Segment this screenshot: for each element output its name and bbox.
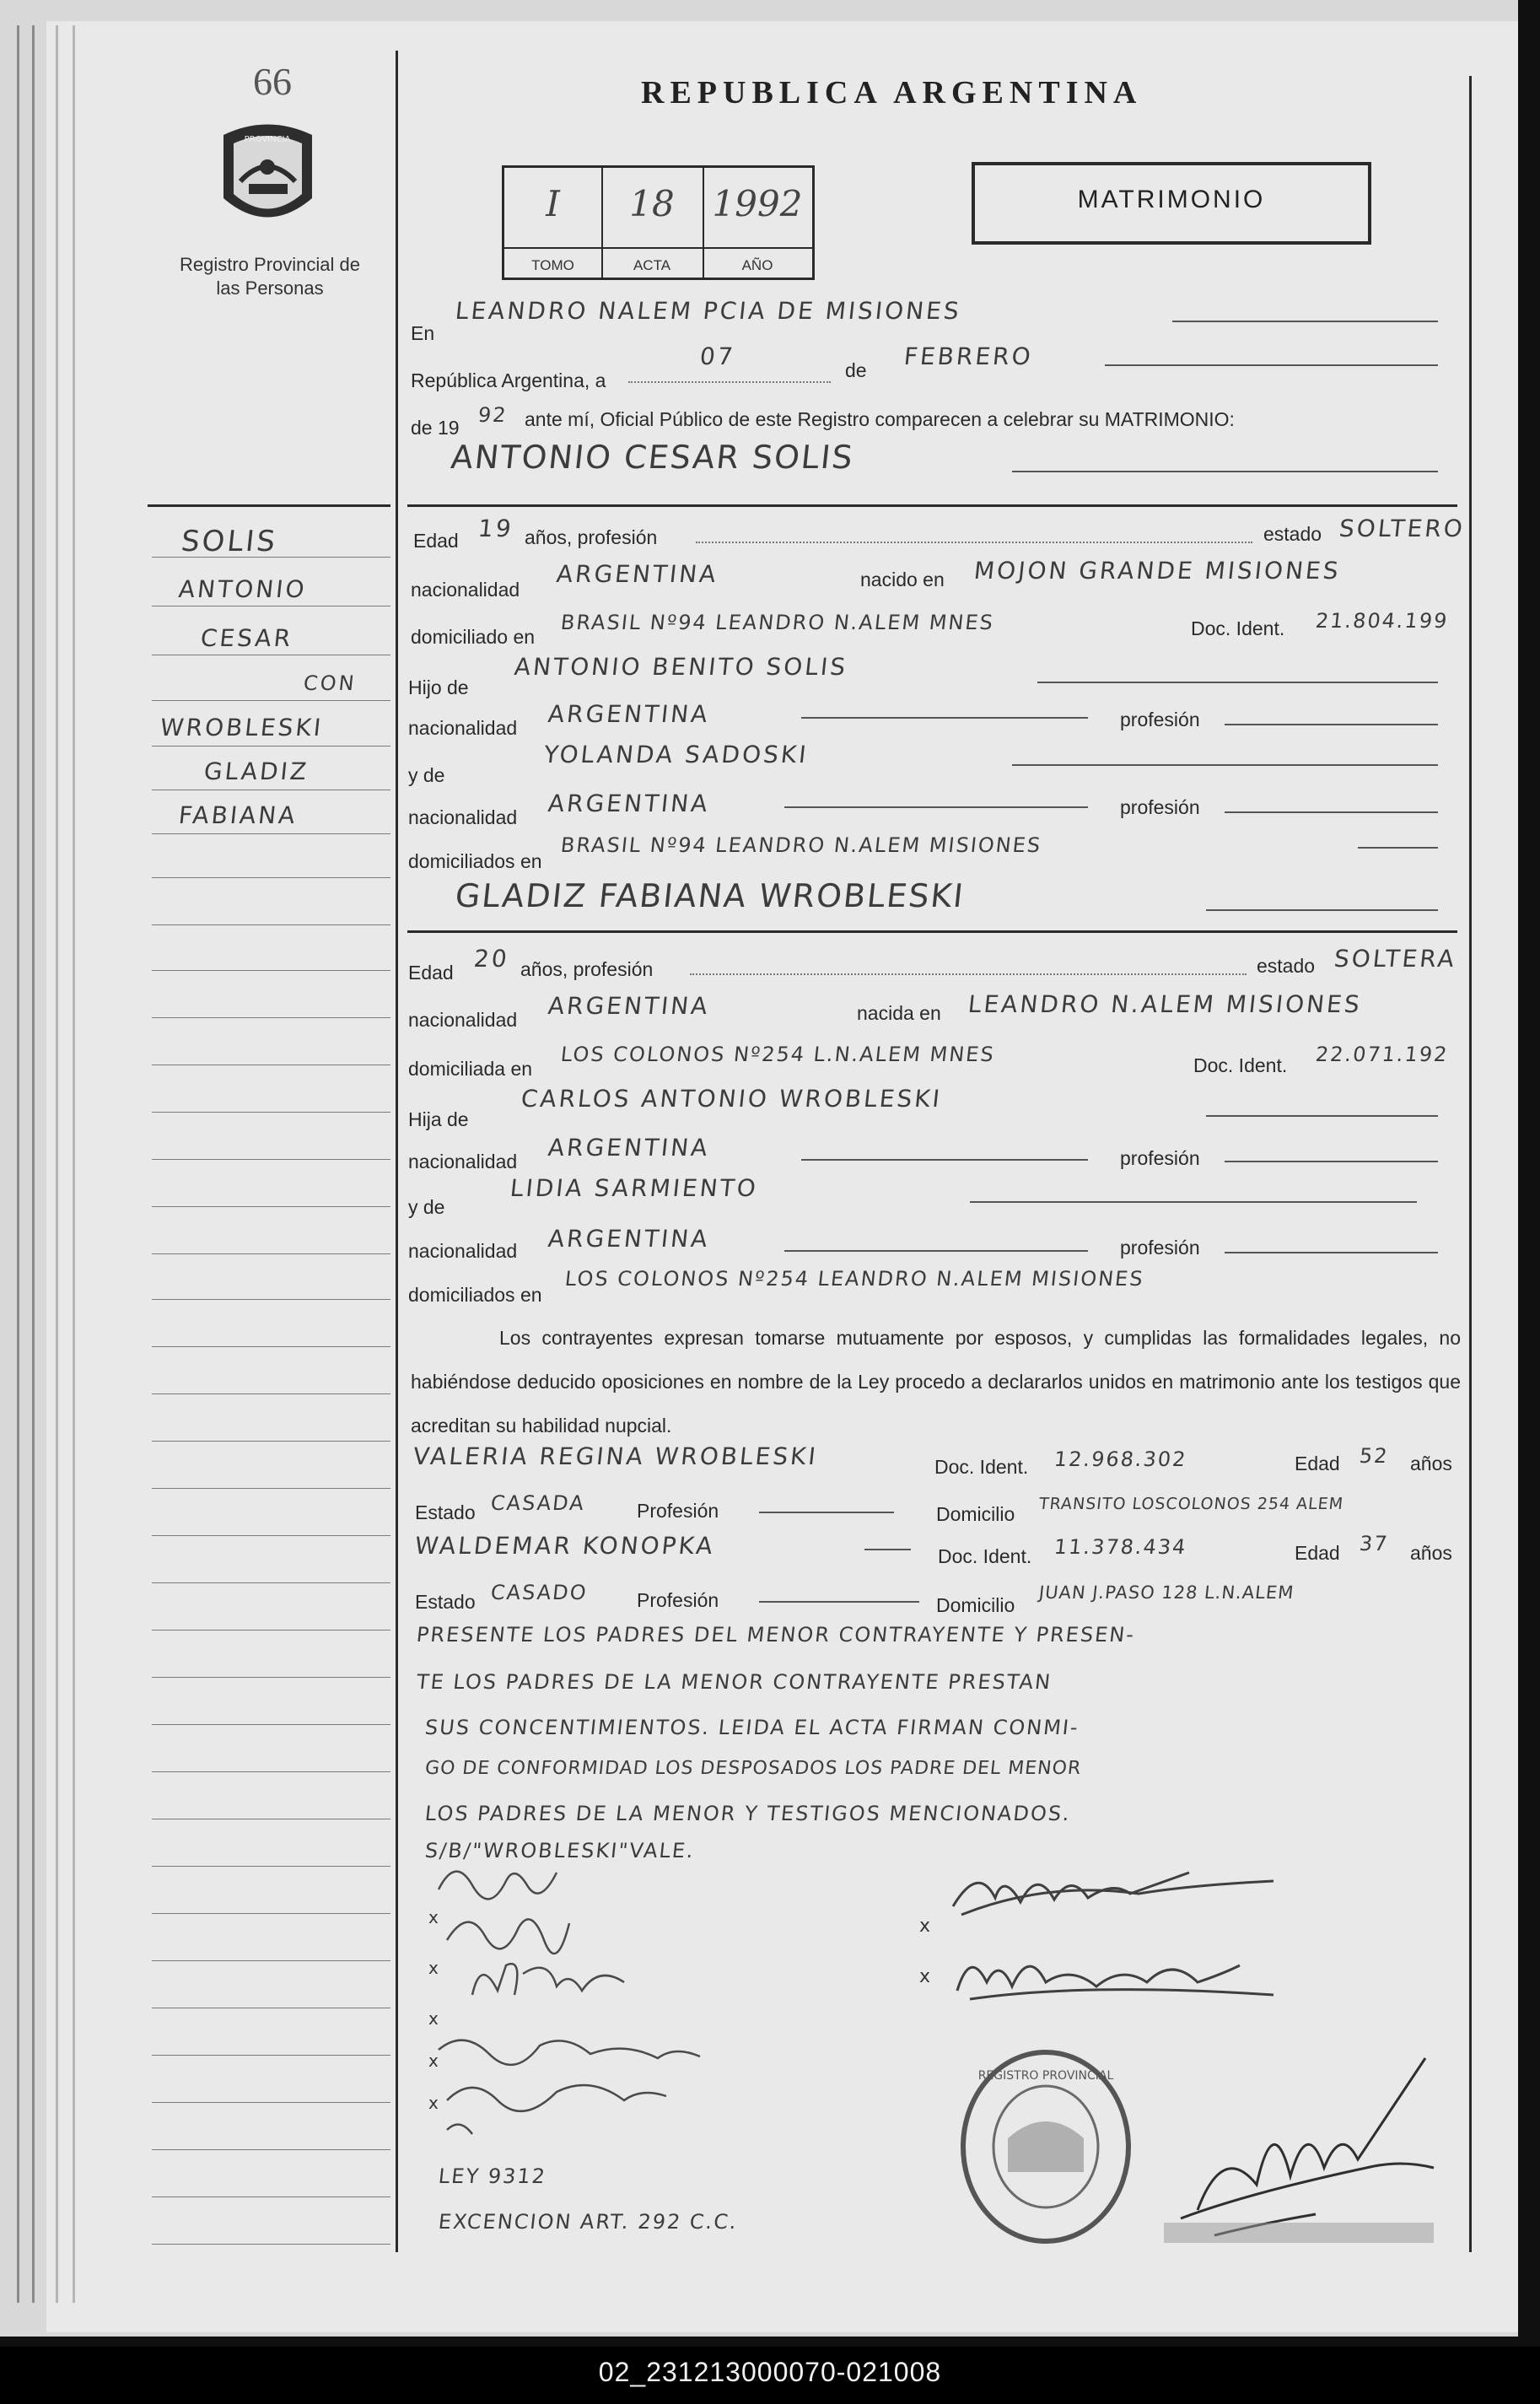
bride-estado-label: estado	[1257, 955, 1316, 977]
note-line-2: TE LOS PADRES DE LA MENOR CONTRAYENTE PRESTAN	[415, 1670, 1053, 1694]
bride-age: 20	[472, 945, 511, 973]
bride-nacionalidad-label: nacionalidad	[408, 1009, 518, 1031]
note-line-6: S/B/"WROBLESKI"VALE.	[423, 1839, 697, 1862]
bride-domiciliada-label: domiciliada en	[408, 1058, 533, 1080]
bride-yde-label: y de	[408, 1196, 445, 1218]
country-title: REPUBLICA ARGENTINA	[641, 75, 1143, 110]
witness-1-status: CASADA	[489, 1491, 587, 1515]
svg-text:PROVINCIA: PROVINCIA	[244, 135, 291, 144]
svg-text:x: x	[428, 1958, 439, 1978]
margin-rule	[152, 1488, 390, 1489]
svg-text:x: x	[428, 2008, 439, 2029]
intro-clause: ante mí, Oficial Público de este Registro comparecen a celebrar su MATRIMONIO:	[525, 408, 1235, 430]
left-column-rule	[396, 51, 398, 2252]
record-type: MATRIMONIO	[1077, 186, 1266, 213]
groom-nacido-label: nacido en	[860, 569, 945, 590]
witness-2-doc: 11.378.434	[1053, 1535, 1188, 1559]
bride-parents-address: LOS COLONOS Nº254 LEANDRO N.ALEM MISIONES	[563, 1267, 1146, 1291]
bride-status: SOLTERA	[1333, 945, 1458, 973]
fill-line	[1225, 811, 1438, 813]
margin-rule	[152, 1677, 390, 1678]
groom-age: 19	[477, 515, 515, 542]
groom-address: BRASIL Nº94 LEANDRO N.ALEM MNES	[559, 611, 996, 634]
page-edge-line	[32, 25, 35, 2303]
fill-line	[1225, 724, 1438, 725]
groom-hijo-label: Hijo de	[408, 676, 469, 698]
margin-rule	[152, 700, 390, 701]
year-prefix: de 19	[411, 417, 460, 439]
note-line-5: LOS PADRES DE LA MENOR Y TESTIGOS MENCIONADOS.	[423, 1802, 1073, 1825]
tomo-value: I	[546, 183, 560, 224]
margin-rule	[152, 1771, 390, 1772]
right-column-rule	[1469, 76, 1472, 2252]
witness-2-edad-label: Edad	[1295, 1542, 1340, 1564]
groom-doc-label: Doc. Ident.	[1191, 617, 1285, 639]
witness-1-doc-label: Doc. Ident.	[934, 1456, 1029, 1478]
fill-line	[759, 1512, 894, 1513]
bride-mother-nationality: ARGENTINA	[547, 1225, 712, 1253]
witness-2-name: WALDEMAR KONOPKA	[413, 1532, 717, 1560]
groom-father-nac-label: nacionalidad	[408, 717, 518, 739]
margin-line-6: GLADIZ	[202, 757, 310, 785]
margin-line-7: FABIANA	[177, 801, 299, 829]
fill-line	[784, 806, 1088, 808]
bride-address: LOS COLONOS Nº254 L.N.ALEM MNES	[559, 1043, 997, 1066]
fill-line	[1037, 682, 1438, 683]
bride-parents-dom-label: domiciliados en	[408, 1284, 542, 1306]
margin-rule	[152, 1112, 390, 1113]
page-number: 66	[253, 60, 292, 103]
groom-father-nationality: ARGENTINA	[547, 700, 712, 728]
fill-line	[864, 1549, 911, 1550]
margin-rule	[152, 1866, 390, 1867]
witness-1-age: 52	[1358, 1444, 1391, 1468]
witness-1-name: VALERIA REGINA WROBLESKI	[412, 1442, 820, 1470]
svg-text:x: x	[428, 2051, 439, 2071]
witness-2-profesion-label: Profesión	[637, 1589, 719, 1611]
fill-line	[801, 717, 1088, 719]
ano-label: AÑO	[741, 257, 773, 273]
document-code: 02_231213000070-021008	[598, 2357, 942, 2387]
svg-text:x: x	[428, 2093, 439, 2113]
groom-status: SOLTERO	[1338, 515, 1467, 542]
ano-value: 1992	[712, 183, 803, 224]
marriage-day: 07	[698, 342, 737, 370]
fill-line	[1225, 1161, 1438, 1162]
page-edge-line	[17, 25, 19, 2303]
witness-1-profesion-label: Profesión	[637, 1500, 719, 1522]
misiones-seal-icon	[215, 118, 320, 240]
groom-domiciliado-label: domiciliado en	[411, 626, 536, 648]
bride-father: CARLOS ANTONIO WROBLESKI	[520, 1085, 944, 1113]
fill-line	[1206, 1115, 1438, 1117]
excencion-note: EXCENCION ART. 292 C.C.	[437, 2210, 740, 2234]
page-edge-line	[73, 25, 75, 2303]
bride-full-name: GLADIZ FABIANA WROBLESKI	[453, 877, 967, 914]
en-label: En	[411, 322, 435, 344]
fill-line	[1225, 1252, 1438, 1253]
margin-rule	[152, 1960, 390, 1961]
witness-2-domicilio-label: Domicilio	[936, 1594, 1015, 1616]
groom-yde-label: y de	[408, 764, 445, 786]
svg-text:x: x	[919, 1966, 931, 1987]
fill-line	[1206, 909, 1438, 911]
witness-2-age: 37	[1358, 1532, 1391, 1555]
groom-father: ANTONIO BENITO SOLIS	[513, 653, 849, 681]
margin-line-4: CON	[302, 671, 358, 695]
margin-header-rule	[148, 504, 390, 507]
official-signature-icon	[1147, 2041, 1467, 2261]
margin-line-5: WROBLESKI	[159, 714, 325, 741]
groom-section-rule	[407, 504, 1457, 507]
svg-text:x: x	[428, 1907, 439, 1927]
margin-rule	[152, 2244, 390, 2245]
witness-1-address: TRANSITO LOSCOLONOS 254 ALEM	[1037, 1495, 1345, 1513]
margin-rule	[152, 1724, 390, 1725]
margin-rule	[152, 1253, 390, 1254]
registry-name: Registro Provincial de las Personas	[180, 254, 360, 299]
witness-1-doc: 12.968.302	[1053, 1447, 1188, 1471]
margin-rule	[152, 1630, 390, 1631]
fill-line	[1012, 764, 1438, 766]
witness-2-anos-label: años	[1410, 1542, 1452, 1564]
groom-nationality: ARGENTINA	[555, 560, 720, 588]
groom-birthplace: MOJON GRANDE MISIONES	[972, 557, 1343, 585]
margin-rule	[152, 1441, 390, 1442]
signatures-left-icon	[422, 1847, 759, 2202]
declaration-text: Los contrayentes expresan tomarse mutuamente por esposos, y cumplidas las formalidades legales, no habiéndose deducido oposiciones en nombre de la Ley procedo a declararlos unidos en matrimonio ante los testigos que acreditan su habilidad nupcial.	[411, 1327, 1461, 1436]
official-round-stamp-icon	[957, 2046, 1134, 2248]
witness-1-domicilio-label: Domicilio	[936, 1503, 1015, 1525]
witness-signatures-icon	[919, 1847, 1375, 2050]
bride-hija-label: Hija de	[408, 1108, 469, 1130]
bride-nationality: ARGENTINA	[547, 992, 712, 1020]
fill-line	[1172, 321, 1438, 322]
margin-rule	[152, 1393, 390, 1394]
margin-rule	[152, 1017, 390, 1018]
groom-parents-address: BRASIL Nº94 LEANDRO N.ALEM MISIONES	[559, 833, 1043, 857]
groom-profesion-label: años, profesión	[525, 526, 658, 548]
record-type-box	[972, 162, 1371, 245]
bride-section-rule	[407, 930, 1457, 933]
footer-bar	[0, 2347, 1540, 2404]
margin-rule	[152, 1159, 390, 1160]
bride-profesion-label: años, profesión	[520, 958, 654, 980]
margin-line-2: ANTONIO	[177, 575, 309, 603]
bride-nacida-label: nacida en	[857, 1002, 941, 1024]
margin-rule	[152, 833, 390, 834]
note-line-3: SUS CONCENTIMIENTOS. LEIDA EL ACTA FIRMAN CONMI-	[423, 1716, 1081, 1739]
groom-edad-label: Edad	[413, 530, 459, 552]
margin-rule	[152, 2055, 390, 2056]
witness-2-estado-label: Estado	[415, 1591, 476, 1613]
tomo-acta-ano-box	[502, 165, 815, 280]
witness-1-edad-label: Edad	[1295, 1453, 1340, 1474]
note-line-1: PRESENTE LOS PADRES DEL MENOR CONTRAYENTE Y PRESEN-	[415, 1623, 1137, 1647]
page-edge-line	[56, 25, 58, 2303]
margin-rule	[152, 1913, 390, 1914]
groom-mother: YOLANDA SADOSKI	[542, 741, 810, 768]
svg-text:REGISTRO PROVINCIAL: REGISTRO PROVINCIAL	[977, 2069, 1114, 2083]
bride-edad-label: Edad	[408, 962, 454, 984]
bride-birthplace: LEANDRO N.ALEM MISIONES	[967, 990, 1364, 1018]
fill-line	[696, 542, 1252, 543]
witness-1-anos-label: años	[1410, 1453, 1452, 1474]
groom-mother-prof-label: profesión	[1120, 796, 1200, 818]
margin-rule	[152, 877, 390, 878]
fill-line	[1358, 847, 1438, 849]
witness-2-status: CASADO	[489, 1581, 590, 1604]
note-line-4: GO DE CONFORMIDAD LOS DESPOSADOS LOS PADRE DEL MENOR	[423, 1758, 1083, 1779]
fill-line	[801, 1159, 1088, 1161]
margin-line-3: CESAR	[199, 624, 294, 652]
margin-rule	[152, 1346, 390, 1347]
groom-parents-dom-label: domiciliados en	[408, 850, 542, 872]
republic-label: República Argentina, a	[411, 369, 606, 391]
bride-mother: LIDIA SARMIENTO	[509, 1174, 760, 1202]
bride-doc-label: Doc. Ident.	[1193, 1054, 1288, 1076]
margin-rule	[152, 746, 390, 747]
margin-rule	[152, 1206, 390, 1207]
margin-surname: SOLIS	[179, 525, 280, 558]
witness-1-estado-label: Estado	[415, 1501, 476, 1523]
marriage-month: FEBRERO	[902, 342, 1035, 370]
bride-mother-nac-label: nacionalidad	[408, 1240, 518, 1262]
tomo-label: TOMO	[531, 257, 574, 273]
marriage-place: LEANDRO NALEM PCIA DE MISIONES	[454, 297, 963, 325]
margin-rule	[152, 924, 390, 925]
margin-rule	[152, 1299, 390, 1300]
bride-father-nationality: ARGENTINA	[547, 1134, 712, 1162]
margin-rule	[152, 2149, 390, 2150]
witness-2-doc-label: Doc. Ident.	[938, 1545, 1032, 1567]
acta-label: ACTA	[633, 257, 671, 273]
bride-mother-prof-label: profesión	[1120, 1237, 1200, 1259]
margin-rule	[152, 2196, 390, 2197]
groom-mother-nationality: ARGENTINA	[547, 790, 712, 817]
de-label: de	[845, 359, 867, 381]
marriage-year-suffix: 92	[477, 403, 509, 427]
margin-rule	[152, 1582, 390, 1583]
fill-line	[628, 381, 831, 383]
margin-rule	[152, 1535, 390, 1536]
groom-full-name: ANTONIO CESAR SOLIS	[449, 439, 856, 476]
fill-line	[690, 973, 1247, 975]
witness-2-address: JUAN J.PASO 128 L.N.ALEM	[1037, 1582, 1295, 1603]
fill-line	[1105, 364, 1438, 366]
fill-line	[759, 1601, 919, 1603]
ley-note: LEY 9312	[437, 2164, 548, 2188]
margin-rule	[152, 970, 390, 971]
margin-rule	[152, 2102, 390, 2103]
fill-line	[970, 1201, 1417, 1203]
bride-doc: 22.071.192	[1314, 1043, 1450, 1066]
svg-text:x: x	[919, 1916, 931, 1937]
fill-line	[1012, 471, 1438, 472]
fill-line	[784, 1250, 1088, 1252]
groom-estado-label: estado	[1263, 523, 1322, 545]
groom-mother-nac-label: nacionalidad	[408, 806, 518, 828]
groom-father-prof-label: profesión	[1120, 709, 1200, 730]
bride-father-prof-label: profesión	[1120, 1147, 1200, 1169]
bride-father-nac-label: nacionalidad	[408, 1151, 518, 1172]
acta-value: 18	[629, 183, 675, 224]
groom-doc: 21.804.199	[1314, 609, 1450, 633]
groom-nacionalidad-label: nacionalidad	[411, 579, 520, 601]
